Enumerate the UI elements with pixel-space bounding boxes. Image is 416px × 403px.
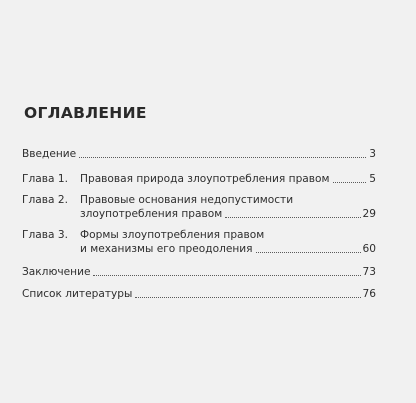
toc-entry-chapter-3[interactable] [22,228,376,256]
table-of-contents [22,147,376,301]
toc-entry-chapter-2[interactable] [22,193,376,221]
toc-page-number: 73 [362,266,376,278]
dot-leader [333,181,366,183]
toc-entry-row [80,172,376,186]
toc-page-number: 3 [369,148,376,160]
toc-entry-title-line-2: злоупотребления правом [80,208,223,220]
toc-entry-row [22,265,376,279]
toc-entry-body [22,147,376,161]
toc-entry-chapter-1[interactable] [22,172,376,186]
toc-entry-conclusion[interactable] [22,265,376,279]
toc-chapter-label: Глава 3. [22,229,68,241]
dot-leader [135,296,360,298]
toc-entry-title-line-1: Формы злоупотребления правом [80,229,265,241]
toc-chapter-label: Глава 2. [22,194,68,206]
toc-title: ОГЛАВЛЕНИЕ [24,104,147,122]
toc-entry-row [22,147,376,161]
dot-leader [256,251,361,253]
toc-page-number: 29 [362,208,376,220]
toc-entry-title-line-1: Правовые основания недопустимости [80,194,294,206]
dot-leader [79,156,366,158]
toc-entry-row [80,242,376,256]
toc-entry-row [80,193,376,207]
toc-entry-row [80,207,376,221]
toc-entry-body [22,265,376,279]
dot-leader [93,274,360,276]
toc-entry-row [80,228,376,242]
toc-entry-body [80,193,376,221]
toc-entry-body [80,228,376,256]
toc-entry-bibliography[interactable] [22,287,376,301]
toc-entry-body [80,172,376,186]
toc-entry-title-line-2: и механизмы его преодоления [80,243,253,255]
dot-leader [225,216,360,218]
toc-entry-introduction[interactable] [22,147,376,161]
toc-entry-body [22,287,376,301]
toc-page-number: 76 [362,288,376,300]
toc-page-number: 60 [362,243,376,255]
toc-entry-title: Правовая природа злоупотребления правом [80,173,330,185]
toc-entry-row [22,287,376,301]
toc-page-number: 5 [369,173,376,185]
toc-chapter-label: Глава 1. [22,173,68,185]
toc-entry-title: Список литературы [22,288,133,300]
toc-entry-title: Заключение [22,266,91,278]
toc-entry-title: Введение [22,148,77,160]
